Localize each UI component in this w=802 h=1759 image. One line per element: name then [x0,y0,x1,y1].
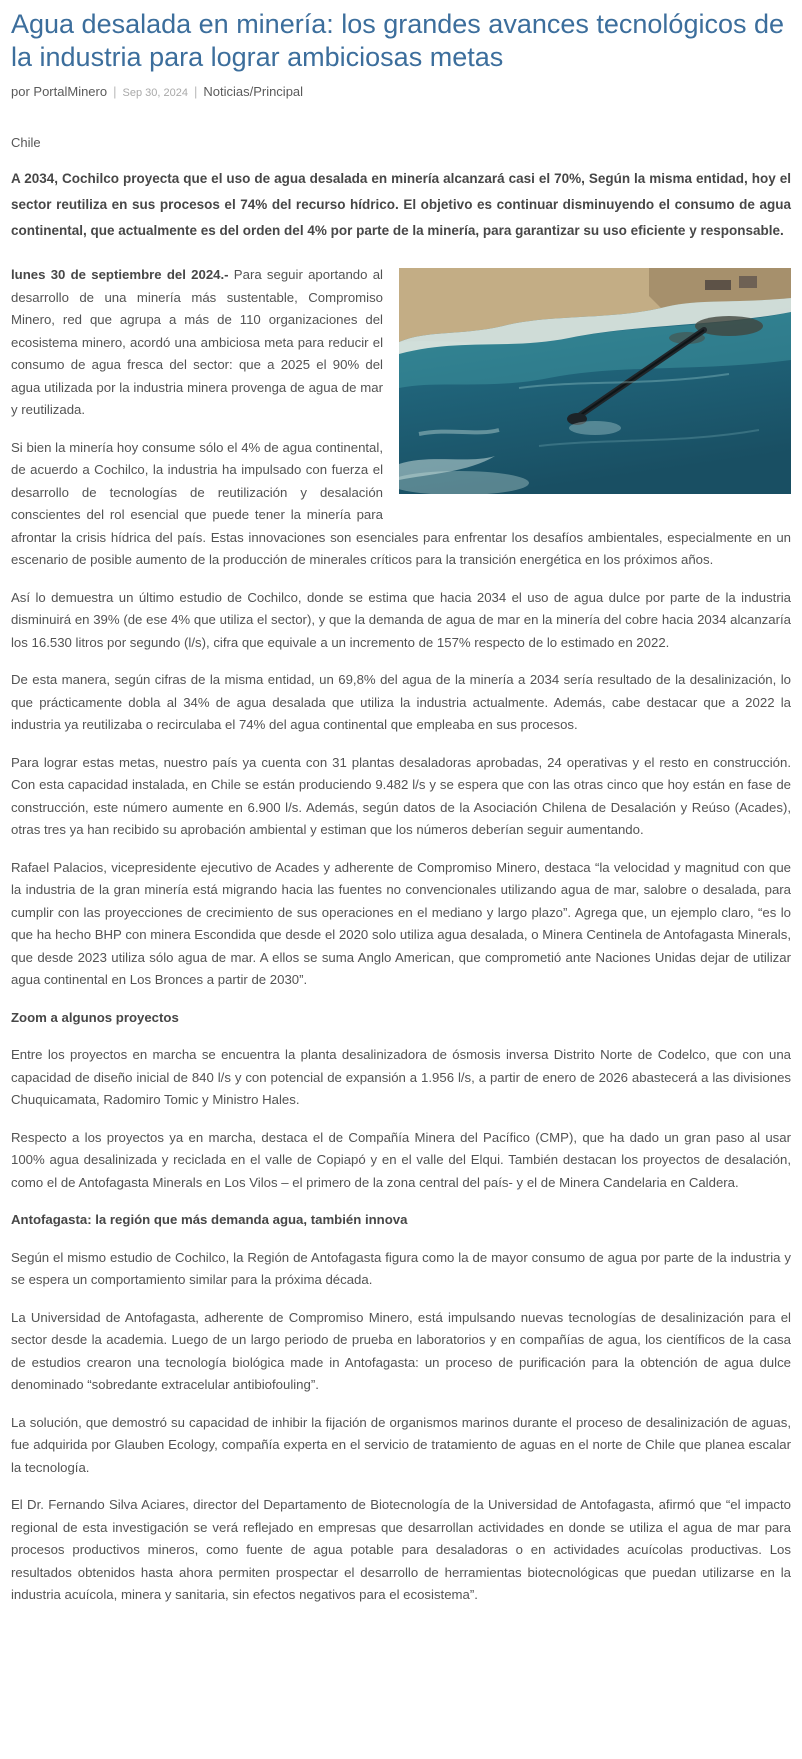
meta-separator: | [113,84,117,100]
article-paragraph: De esta manera, según cifras de la misma entidad, un 69,8% del agua de la minería a 2034 sería resultado de la desalinización, lo que prácticamente dobla al 34% de agua desalada que utiliza la industria actualmente. Además, cabe destacar que a 2022 la industria ya reutilizaba o recirculaba el 74% del agua continental que empleaba en sus procesos. [11,672,791,733]
article-paragraph: Si bien la minería hoy consume sólo el 4% de agua continental, de acuerdo a Cochilco, la industria ha impulsado con fuerza el desarrollo de tecnologías de reutilización y desalación conscientes del rol esencial que puede tener la minería para afrontar la crisis hídrica del país. Estas innovaciones son esenciales para enfrentar los desafíos ambientales, especialmente en un escenario de posible aumento de la producción de minerales críticos para la transición energética en los próximos años. [11,439,791,568]
article-body [11,264,791,1607]
byline-author-link[interactable]: por PortalMinero [11,84,108,100]
article-paragraph: Según el mismo estudio de Cochilco, la Región de Antofagasta figura como la de mayor consumo de agua por parte de la industria y se espera un comportamiento similar para la próxima década. [11,1249,791,1288]
article-paragraph: La Universidad de Antofagasta, adherente de Compromiso Minero, está impulsando nuevas tecnologías de desalinización para el sector desde la academia. Luego de un largo periodo de prueba en laboratorios y en compañías de agua, los científicos de la casa de estudios crearon una tecnología biológica made in Antofagasta: un proceso de purificación para la obtención de agua dulce denominado “sobredante extracelular antibiofouling”. [11,1309,791,1393]
lead-paragraph: A 2034, Cochilco proyecta que el uso de agua desalada en minería alcanzará casi el 70%, Según la misma entidad, hoy el sector reutiliza en sus procesos el 74% del recurso hídrico. El objetivo es continuar disminuyendo el consumo de agua continental, que actualmente es del orden del 4% por parte de la minería, para garantizar su uso eficiente y responsable. [11,171,791,239]
article-image [399,268,791,494]
article-meta [11,84,791,99]
paragraph-text: Para seguir aportando al desarrollo de una minería más sustentable, Compromiso Minero, red que agrupa a más de 110 organizaciones del ecosistema minero, acordó una ambiciosa meta para reducir el consumo de agua fresca del sector: que a 2025 el 90% del agua utilizada por la industria minera provenga de agua de mar y reutilizada. [11,267,383,418]
section-heading-projects: Zoom a algunos proyectos [11,1009,179,1025]
article-paragraph: Entre los proyectos en marcha se encuentra la planta desalinizadora de ósmosis inversa Distrito Norte de Codelco, que con una capacidad de diseño inicial de 840 l/s y con potencial de expansión a 1.956 l/s, a partir de enero de 2026 abastecerá a las divisiones Chuquicamata, Radomiro Tomic y Ministro Hales. [11,1047,791,1108]
location-label: Chile [11,135,41,151]
article-paragraph: La solución, que demostró su capacidad de inhibir la fijación de organismos marinos durante el proceso de desalinización de aguas, fue adquirida por Glauben Ecology, compañía experta en el servicio de tratamiento de aguas en el norte de Chile que planea escalar la tecnología. [11,1414,791,1475]
category-link[interactable]: Noticias/Principal [203,84,304,100]
article-paragraph: Para lograr estas metas, nuestro país ya cuenta con 31 plantas desaladoras aprobadas, 24 operativas y el resto en construcción. Con esta capacidad instalada, en Chile se están produciendo 9.482 l/s y se espera que con las otras cinco que hoy están en fase de construcción, este número aumente en 6.900 l/s. Además, según datos de la Asociación Chilena de Desalación y Reúso (Acades), otras tres ya han recibido su aprobación ambiental y estiman que los números deberían seguir aumentando. [11,754,791,838]
article-title: Agua desalada en minería: los grandes avances tecnológicos de la industria para lograr ambiciosas metas [11,9,785,73]
article-paragraph: Respecto a los proyectos ya en marcha, destaca el de Compañía Minera del Pacífico (CMP), que ha dado un gran paso al usar 100% agua desalinizada y reciclada en el valle de Copiapó y en el valle del Elqui. También destacan los proyectos de desalación, como el de Antofagasta Minerals en Los Vilos – el primero de la zona central del país- y el de Minera Candelaria en Caldera. [11,1129,791,1190]
article-paragraph: Así lo demuestra un último estudio de Cochilco, donde se estima que hacia 2034 el uso de agua dulce por parte de la industria disminuirá en 39% (de ese 4% que utiliza el sector), y que la demanda de agua de mar en la minería del cobre hacia 2034 alcanzaría los 16.530 litros por segundo (l/s), cifra que equivale a un incremento de 157% respecto de lo estimado en 2022. [11,589,791,650]
article-paragraph: Rafael Palacios, vicepresidente ejecutivo de Acades y adherente de Compromiso Minero, destaca “la velocidad y magnitud con que la industria de la gran minería está migrando hacia las fuentes no convencionales utilizando agua de mar, salobre o desalada, para cumplir con las proyecciones de crecimiento de sus operaciones en el mediano y largo plazo”. Agrega que, un ejemplo claro, “es lo que ha hecho BHP con minera Escondida que desde el 2020 solo utiliza agua desalada, o Minera Centinela de Antofagasta Minerals, que desde 2023 utiliza sólo agua de mar. A ellos se suma Anglo American, que comprometió ante Naciones Unidas dejar de utilizar agua continental en Los Bronces a partir de 2030”. [11,859,791,988]
meta-separator: | [193,84,198,100]
section-heading-antofagasta: Antofagasta: la región que más demanda agua, también innova [11,1212,408,1228]
publish-date: Sep 30, 2024 [122,87,188,100]
aerial-coastline-photo [399,268,791,494]
article-paragraph: El Dr. Fernando Silva Aciares, director del Departamento de Biotecnología de la Universidad de Antofagasta, afirmó que “el impacto regional de esta investigación se verá reflejado en empresas que desarrollan actividades en donde se utiliza el agua de mar para procesos productivos mineros, como fuente de agua potable para desaladoras o en actividades acuícolas productivas. Los resultados obtenidos hasta ahora permiten prospectar el desarrollo de herramientas biotecnológicas que puedan utilizarse en la industria acuícola, minera y sanitaria, sin efectos negativos para el ecosistema”. [11,1497,791,1603]
date-lead-bold: lunes 30 de septiembre del 2024.- [11,267,229,283]
